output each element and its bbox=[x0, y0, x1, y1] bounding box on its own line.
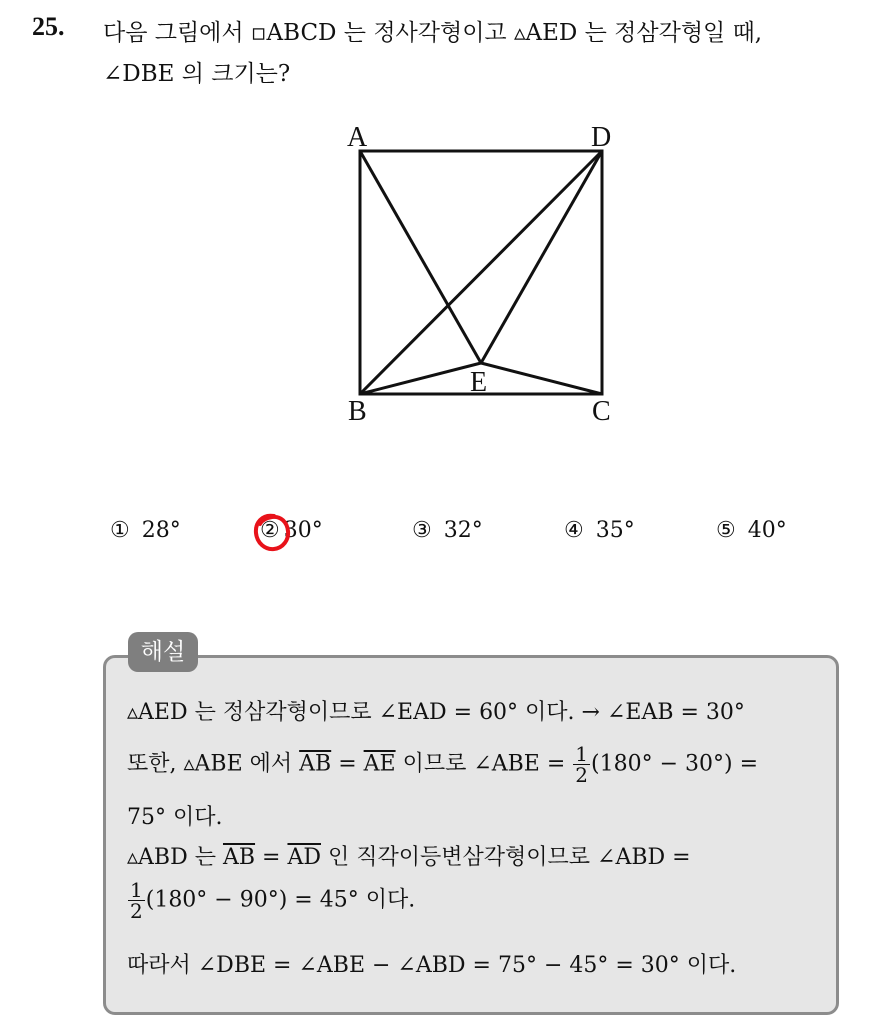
choice-2-number: ② bbox=[260, 518, 280, 543]
choice-3-value: 32° bbox=[443, 518, 483, 543]
choice-4[interactable] bbox=[564, 518, 635, 543]
fraction-numerator-2: 1 bbox=[130, 878, 143, 902]
choice-1-number: ① bbox=[110, 518, 130, 543]
solution-line-2-text-b: 이므로 ∠ABE = bbox=[395, 751, 573, 777]
segment-ae-overline: $\overline{AE}$ bbox=[363, 751, 396, 777]
segment-ad-overline: $\overline{AD}$ bbox=[287, 845, 321, 870]
label-b: B bbox=[348, 396, 367, 427]
label-d: D bbox=[591, 122, 612, 153]
segment-bd bbox=[360, 151, 602, 394]
fraction-half bbox=[573, 744, 590, 785]
choice-2[interactable] bbox=[260, 518, 323, 543]
choice-5-value: 40° bbox=[747, 518, 787, 543]
choice-3[interactable] bbox=[412, 518, 483, 543]
fraction-denominator: 2 bbox=[575, 763, 589, 787]
solution-line-2-text-c: (180° − 30°) = bbox=[591, 751, 759, 777]
segment-de bbox=[481, 151, 602, 363]
fraction-half-2 bbox=[128, 880, 145, 921]
label-e: E bbox=[470, 367, 488, 398]
solution-line-1: ▵AED 는 정삼각형이므로 ∠EAD = 60° 이다. → ∠EAB = 30° bbox=[127, 700, 745, 725]
solution-tab: 해설 bbox=[128, 632, 198, 672]
question-text-line2: ∠DBE 의 크기는? bbox=[103, 61, 291, 87]
question-number: 25. bbox=[32, 12, 65, 41]
fraction-numerator: 1 bbox=[575, 742, 589, 766]
choice-1-value: 28° bbox=[141, 518, 181, 543]
solution-line-2-text-a: 또한, ▵ABE 에서 bbox=[127, 751, 300, 777]
segment-be bbox=[360, 363, 481, 394]
question-text-line1: 다음 그림에서 ▫ABCD 는 정사각형이고 ▵AED 는 정삼각형일 때, bbox=[103, 20, 763, 46]
solution-line-6: 따라서 ∠DBE = ∠ABE − ∠ABD = 75° − 45° = 30° 이다. bbox=[127, 953, 737, 978]
answer-choices bbox=[0, 518, 884, 558]
fraction-denominator-2: 2 bbox=[130, 899, 143, 923]
choice-5-number: ⑤ bbox=[716, 518, 736, 543]
solution-line-4 bbox=[127, 840, 691, 871]
geometry-figure bbox=[330, 118, 630, 428]
segment-ce bbox=[481, 363, 602, 394]
choice-1[interactable] bbox=[110, 518, 181, 543]
choice-2-value: 30° bbox=[283, 518, 323, 543]
segment-ab-overline: $\overline{AB}$ bbox=[299, 751, 332, 777]
solution-line-2 bbox=[127, 744, 758, 785]
solution-line-5 bbox=[127, 880, 415, 921]
choice-5[interactable] bbox=[716, 518, 787, 543]
solution-line-3: 75° 이다. bbox=[127, 805, 223, 830]
label-a: A bbox=[347, 122, 368, 153]
solution-line-4-eq: = bbox=[255, 845, 288, 870]
choice-4-value: 35° bbox=[595, 518, 635, 543]
label-c: C bbox=[592, 396, 611, 427]
choice-4-number: ④ bbox=[564, 518, 584, 543]
solution-line-2-eq: = bbox=[331, 751, 364, 777]
choice-3-number: ③ bbox=[412, 518, 432, 543]
solution-line-4-text-a: ▵ABD 는 bbox=[127, 845, 223, 870]
solution-line-4-text-b: 인 직각이등변삼각형이므로 ∠ABD = bbox=[321, 845, 691, 870]
solution-line-5-text: (180° − 90°) = 45° 이다. bbox=[145, 887, 416, 913]
segment-ab-overline-2: $\overline{AB}$ bbox=[222, 845, 256, 870]
